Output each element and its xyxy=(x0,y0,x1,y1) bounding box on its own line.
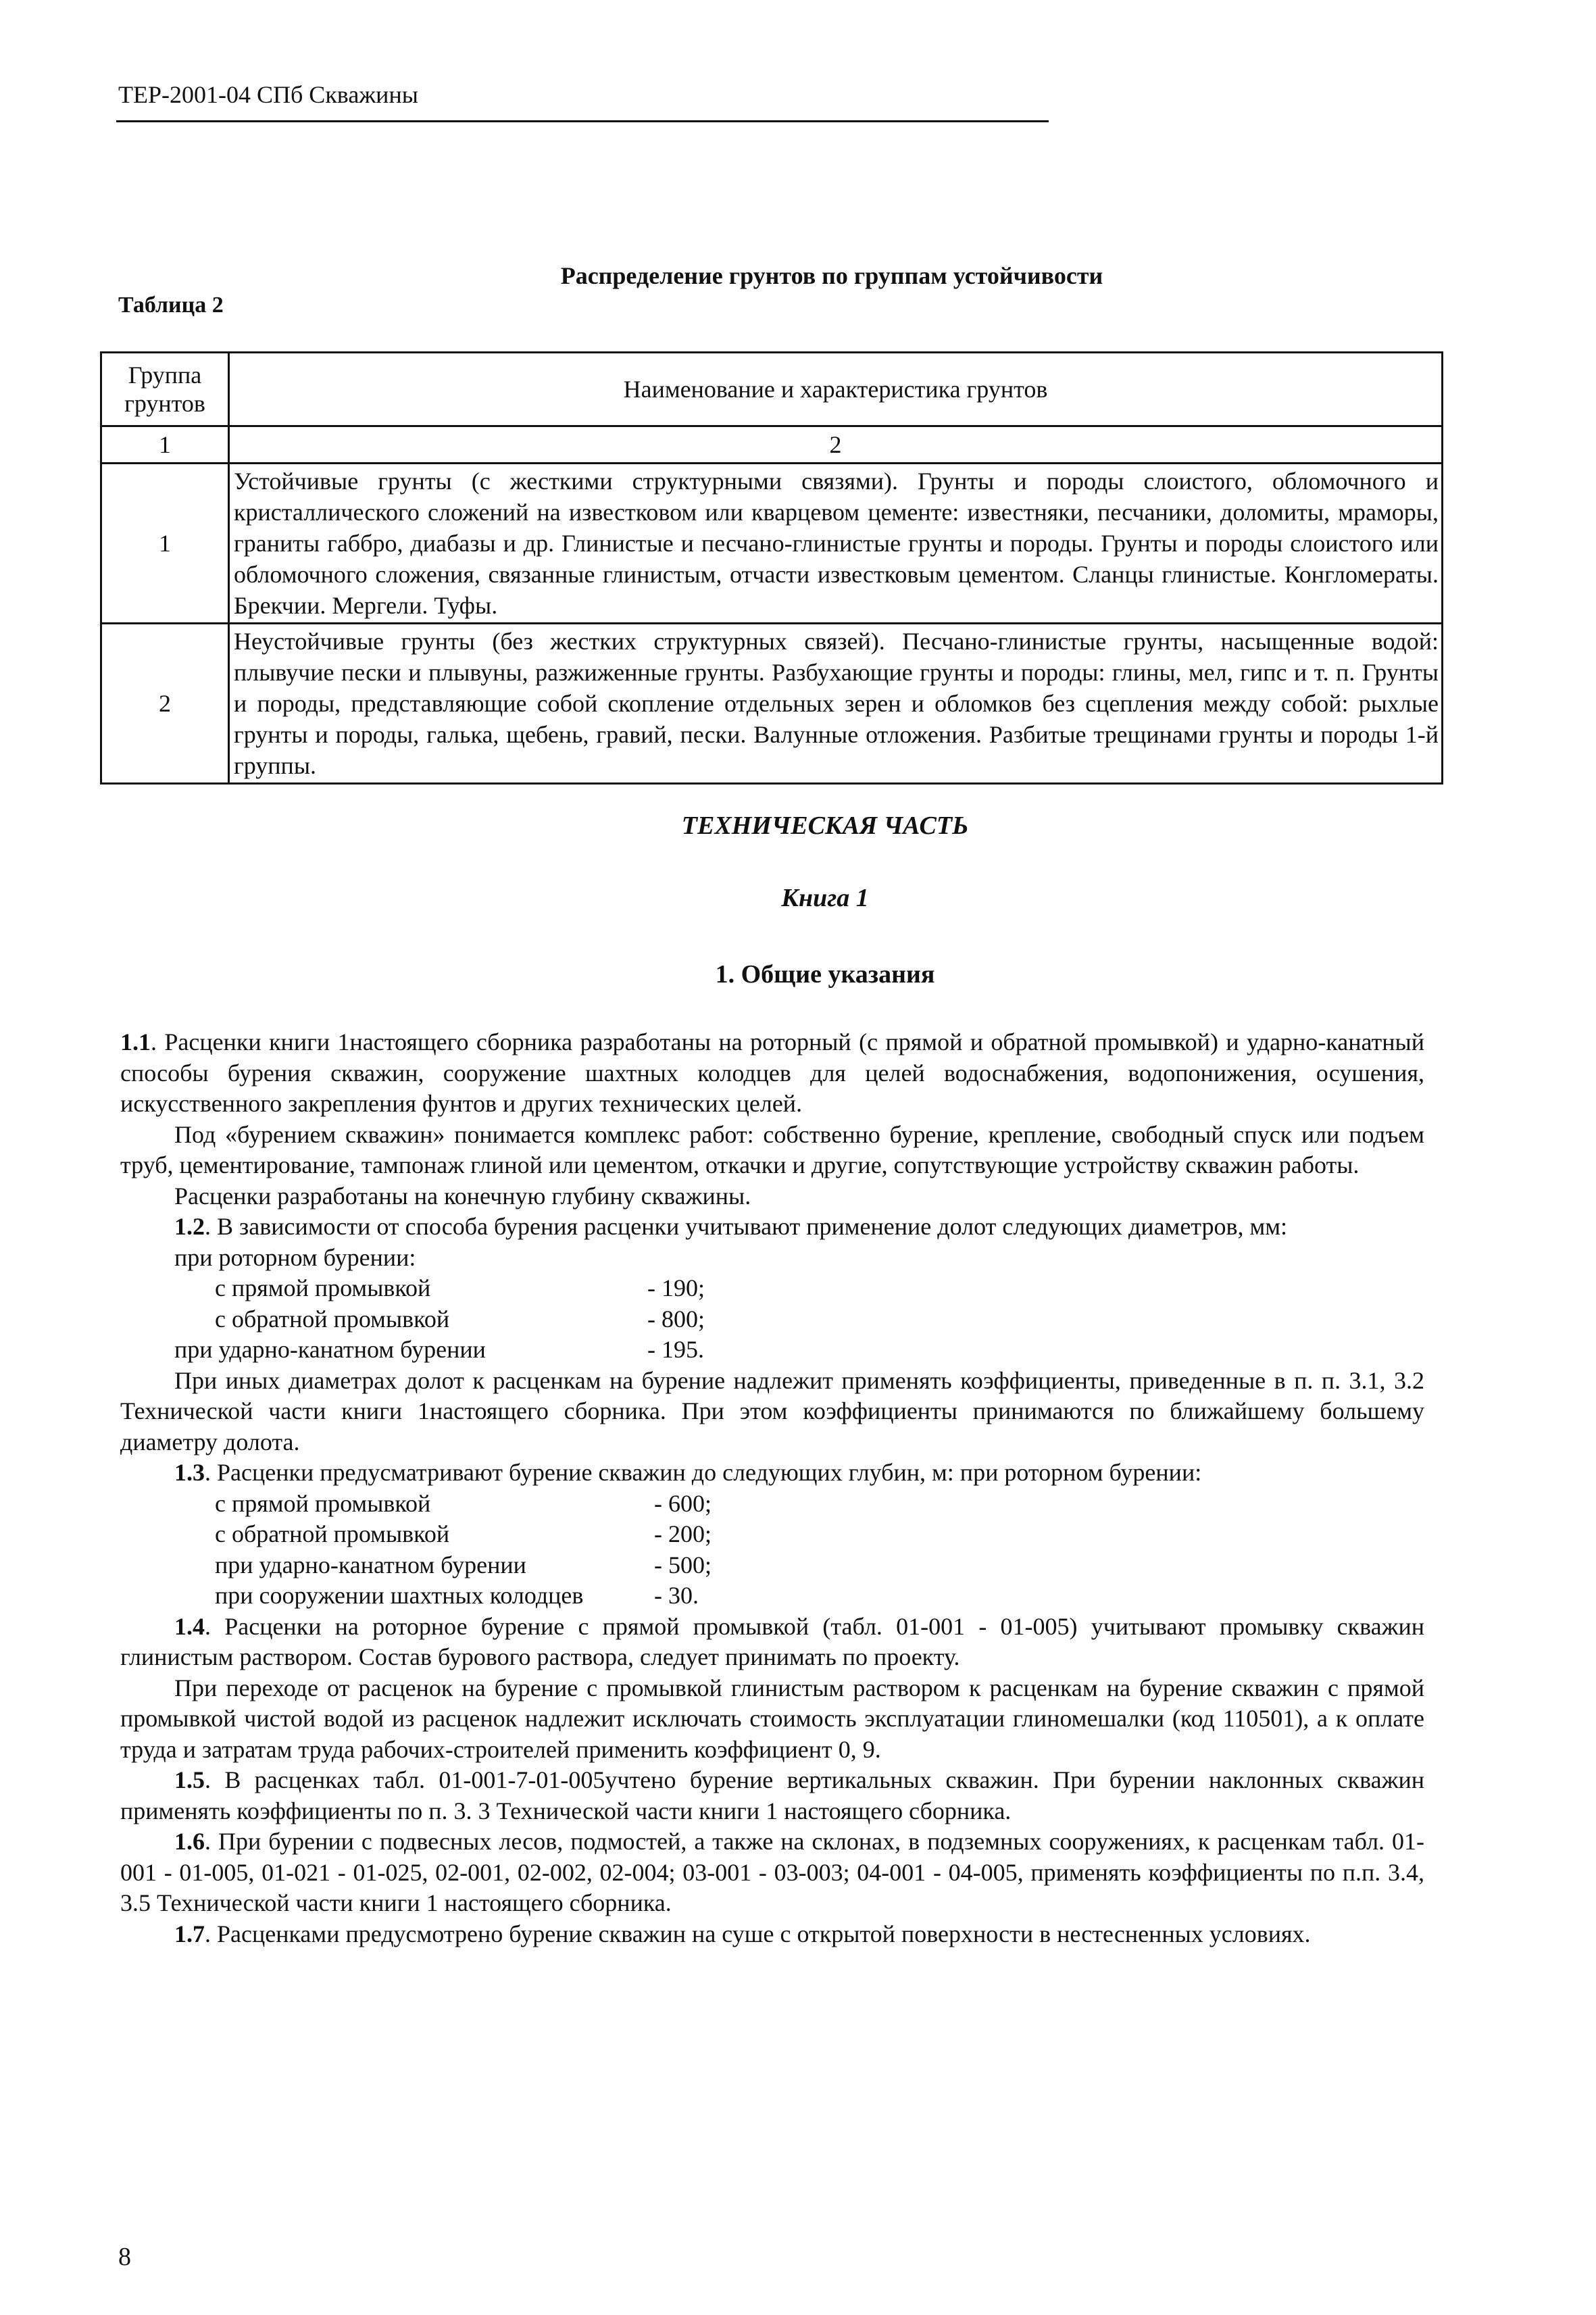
paragraph-number: 1.1 xyxy=(120,1028,151,1055)
group-description: Устойчивые грунты (с жесткими структурными связями). Грунты и породы слоистого, обломочного и кристаллического сложений на известковом или кварцевом цементе: известняки, песчаники, доломиты, мраморы, граниты габбро, диабазы и др. Глинистые и песчано-глинистые грунты и породы. Грунты и породы слоистого или обломочного сложения, связанные глинистым, отчасти известковым цементом. Сланцы глинистые. Конгломераты. Брекчии. Мергели. Туфы. xyxy=(229,464,1443,624)
group-number: 2 xyxy=(101,624,229,784)
list-item xyxy=(120,1273,1424,1304)
paragraph-number: 1.3 xyxy=(174,1459,205,1486)
list-item-value: - 30. xyxy=(654,1582,699,1609)
depth-list xyxy=(120,1489,1424,1612)
column-header-group: Группа грунтов xyxy=(101,353,229,426)
group-number: 1 xyxy=(101,464,229,624)
paragraph-text: . Расценками предусмотрено бурение скважин на суше с открытой поверхности в нестесненных условиях. xyxy=(205,1920,1311,1947)
list-item xyxy=(120,1519,1424,1550)
list-item-label: при сооружении шахтных колодцев xyxy=(215,1582,584,1609)
paragraph-number: 1.5 xyxy=(174,1766,205,1793)
paragraph: При переходе от расценок на бурение с промывкой глинистым раствором к расценкам на бурение скважин с прямой промывкой чистой водой из расценок надлежит исключать стоимость эксплуатации глиномешалки (код 110501), а к оплате труда и затратам труда рабочих-строителей применить коэффициент 0, 9. xyxy=(120,1674,1424,1763)
table-column-numbers-row xyxy=(101,426,1443,464)
paragraph-1-2 xyxy=(120,1212,1424,1243)
paragraph-1-3 xyxy=(120,1458,1424,1489)
list-item-value: - 200; xyxy=(654,1520,712,1547)
book-title: Книга 1 xyxy=(781,884,869,912)
table-row xyxy=(101,464,1443,624)
paragraph-text: . В зависимости от способа бурения расценки учитывают применение долот следующих диаметров, мм: xyxy=(205,1213,1288,1240)
list-item-value: - 600; xyxy=(654,1489,712,1517)
list-item-value: - 195. xyxy=(647,1336,704,1363)
table-title: Распределение грунтов по группам устойчивости xyxy=(560,262,1103,289)
paragraph-text: . В расценках табл. 01-001-7-01-005учтено бурение вертикальных скважин. При бурении наклонных скважин применять коэффициенты по п. 3. 3 Технической части книги 1 настоящего сборника. xyxy=(120,1766,1424,1824)
paragraph-number: 1.4 xyxy=(174,1612,205,1640)
body-text xyxy=(120,1027,1424,1949)
paragraph-1-4 xyxy=(120,1612,1424,1673)
list-item xyxy=(120,1489,1424,1520)
list-item-label: при ударно-канатном бурении xyxy=(174,1336,486,1363)
paragraph-text: . Расценки на роторное бурение с прямой промывкой (табл. 01-001 - 01-005) учитывают промывку скважин глинистым раствором. Состав бурового раствора, следует принимать по проекту. xyxy=(120,1612,1424,1670)
paragraph: При иных диаметрах долот к расценкам на бурение надлежит применять коэффициенты, приведенные в п. п. 3.1, 3.2 Технической части книги 1настоящего сборника. При этом коэффициенты принимаются по ближайшему большему диаметру долота. xyxy=(120,1366,1424,1455)
paragraph-text: . Расценки предусматривают бурение скважин до следующих глубин, м: при роторном бурении: xyxy=(205,1459,1202,1486)
group-description: Неустойчивые грунты (без жестких структурных связей). Песчано-глинистые грунты, насыщенные водой: плывучие пески и плывуны, разжиженные грунты. Разбухающие грунты и породы: глины, мел, гипс и т. п. Грунты и породы, представляющие собой скопление отдельных зерен и обломков без сцепления между собой: рыхлые грунты и породы, галька, щебень, гравий, пески. Валунные отложения. Разбитые трещинами грунты и породы 1-й группы. xyxy=(229,624,1443,784)
table-header-row xyxy=(101,353,1443,426)
page-number: 8 xyxy=(118,2243,131,2271)
chapter-title: 1. Общие указания xyxy=(715,960,935,989)
list-item xyxy=(120,1550,1424,1581)
header-rule xyxy=(116,120,1049,122)
bit-diameter-list xyxy=(120,1243,1424,1366)
list-item-label: с прямой промывкой xyxy=(215,1274,431,1301)
column-number-2: 2 xyxy=(229,426,1443,464)
list-item: при роторном бурении: xyxy=(174,1243,416,1271)
paragraph-number: 1.2 xyxy=(174,1213,205,1240)
paragraph-1-5 xyxy=(120,1765,1424,1826)
paragraph-1-1 xyxy=(120,1027,1424,1120)
paragraph-number: 1.7 xyxy=(174,1920,205,1947)
list-item-value: - 800; xyxy=(647,1305,705,1333)
paragraph: Под «бурением скважин» понимается комплекс работ: собственно бурение, крепление, свободный спуск или подъем труб, цементирование, тампонаж глиной или цементом, откачки и другие, сопутствующие устройству скважин работы. xyxy=(120,1120,1424,1178)
list-item-label: с прямой промывкой xyxy=(215,1489,431,1517)
column-header-name: Наименование и характеристика грунтов xyxy=(229,353,1443,426)
list-item-value: - 500; xyxy=(654,1551,712,1578)
paragraph-1-6 xyxy=(120,1826,1424,1919)
paragraph: Расценки разработаны на конечную глубину скважины. xyxy=(174,1182,751,1210)
list-item-label: при ударно-канатном бурении xyxy=(215,1551,526,1578)
paragraph-text: . Расценки книги 1настоящего сборника разработаны на роторный (с прямой и обратной промывкой) и ударно-канатный способы бурения скважин, сооружение шахтных колодцев для целей водоснабжения, водопонижения, осушения, искусственного закрепления фунтов и других технических целей. xyxy=(120,1028,1424,1117)
column-number-1: 1 xyxy=(101,426,229,464)
running-header: ТЕР-2001-04 СПб Скважины xyxy=(118,81,418,108)
table-row xyxy=(101,624,1443,784)
list-item xyxy=(120,1304,1424,1335)
paragraph-1-7 xyxy=(120,1919,1424,1950)
list-item xyxy=(120,1335,1424,1366)
list-item xyxy=(120,1580,1424,1612)
table-label: Таблица 2 xyxy=(118,293,224,318)
paragraph-number: 1.6 xyxy=(174,1828,205,1855)
list-item-label: с обратной промывкой xyxy=(215,1520,450,1547)
paragraph-text: . При бурении с подвесных лесов, подмостей, а также на склонах, в подземных сооружениях, к расценкам табл. 01-001 - 01-005, 01-021 - 01-025, 02-001, 02-002, 02-004; 03-001 - 03-003; 04-001 - 04-005, применять коэффициенты по п.п. 3.4, 3.5 Технической части книги 1 настоящего сборника. xyxy=(120,1828,1424,1916)
list-item-value: - 190; xyxy=(647,1274,705,1301)
soil-groups-table xyxy=(100,351,1443,785)
section-title: ТЕХНИЧЕСКАЯ ЧАСТЬ xyxy=(681,812,969,840)
list-item-label: с обратной промывкой xyxy=(215,1305,450,1333)
